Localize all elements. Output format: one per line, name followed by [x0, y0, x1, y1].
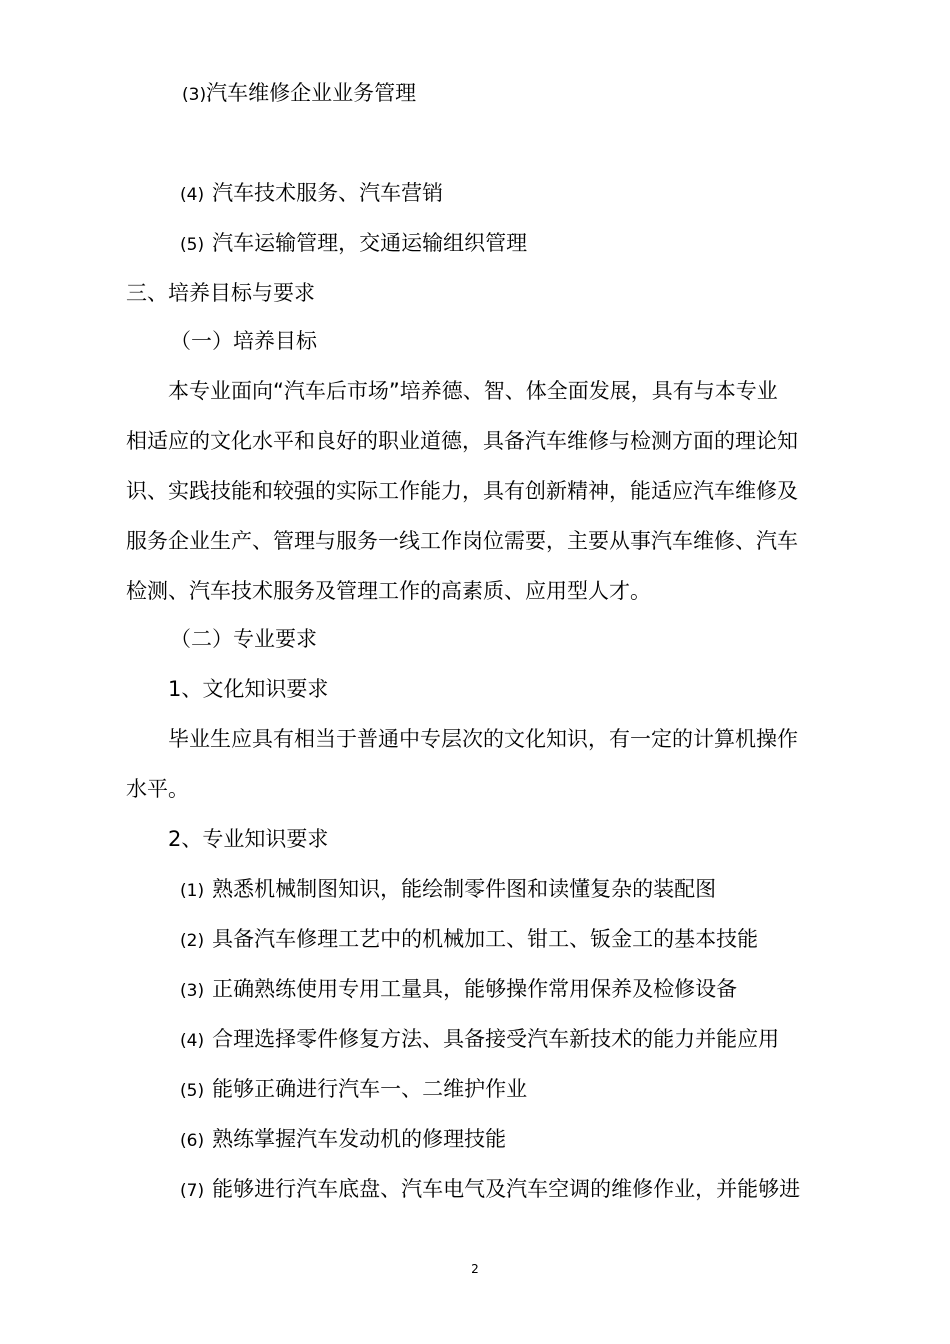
list-item-number: (3)	[182, 85, 207, 105]
paragraph-line: 服务企业生产、管理与服务一线工作岗位需要，主要从事汽车维修、汽车	[126, 529, 798, 553]
list-item-5	[180, 228, 527, 260]
list-item-number: (4)	[180, 1031, 205, 1051]
list-item	[180, 924, 758, 956]
list-item	[180, 1074, 527, 1106]
list-item-4	[180, 178, 443, 210]
paragraph-line: 识、实践技能和较强的实际工作能力，具有创新精神，能适应汽车维修及	[126, 479, 798, 503]
list-item	[180, 874, 716, 906]
list-item-text: 正确熟练使用专用工量具，能够操作常用保养及检修设备	[212, 977, 738, 1001]
requirement-heading-1: 1、文化知识要求	[168, 677, 329, 701]
paragraph-line: 相适应的文化水平和良好的职业道德，具备汽车维修与检测方面的理论知	[126, 429, 798, 453]
paragraph-line: 本专业面向“汽车后市场”培养德、智、体全面发展，具有与本专业	[168, 379, 778, 403]
list-item-text: 能够正确进行汽车一、二维护作业	[212, 1077, 528, 1101]
list-item-number: (5)	[180, 235, 205, 255]
list-item-text: 熟练掌握汽车发动机的修理技能	[212, 1127, 507, 1151]
list-item-text: 汽车技术服务、汽车营销	[212, 181, 444, 205]
list-item-text: 熟悉机械制图知识，能绘制零件图和读懂复杂的装配图	[212, 877, 717, 901]
section-heading: 三、培养目标与要求	[126, 281, 315, 305]
page-number: 2	[471, 1262, 479, 1276]
requirement-heading-2: 2、专业知识要求	[168, 827, 329, 851]
list-item-text: 能够进行汽车底盘、汽车电气及汽车空调的维修作业，并能够进	[212, 1177, 801, 1201]
list-item-number: (7)	[180, 1181, 205, 1201]
list-item-text: 具备汽车修理工艺中的机械加工、钳工、钣金工的基本技能	[212, 927, 759, 951]
list-item-text: 合理选择零件修复方法、具备接受汽车新技术的能力并能应用	[212, 1027, 780, 1051]
list-item-number: (4)	[180, 185, 205, 205]
list-item-number: (5)	[180, 1081, 205, 1101]
list-item-number: (3)	[180, 981, 205, 1001]
list-item	[180, 1124, 506, 1156]
list-item-text: 汽车维修企业业务管理	[206, 81, 417, 105]
list-item-number: (6)	[180, 1131, 205, 1151]
paragraph-line: 检测、汽车技术服务及管理工作的高素质、应用型人才。	[126, 579, 651, 603]
list-item-3	[182, 78, 416, 110]
list-item	[180, 1174, 800, 1206]
paragraph-line: 毕业生应具有相当于普通中专层次的文化知识，有一定的计算机操作	[168, 727, 798, 751]
list-item	[180, 1024, 779, 1056]
paragraph-line: 水平。	[126, 777, 189, 801]
subsection-heading-goals: （一）培养目标	[170, 329, 317, 353]
list-item-number: (2)	[180, 931, 205, 951]
list-item-number: (1)	[180, 881, 205, 901]
subsection-heading-requirements: （二）专业要求	[170, 627, 317, 651]
list-item	[180, 974, 737, 1006]
list-item-text: 汽车运输管理，交通运输组织管理	[212, 231, 528, 255]
